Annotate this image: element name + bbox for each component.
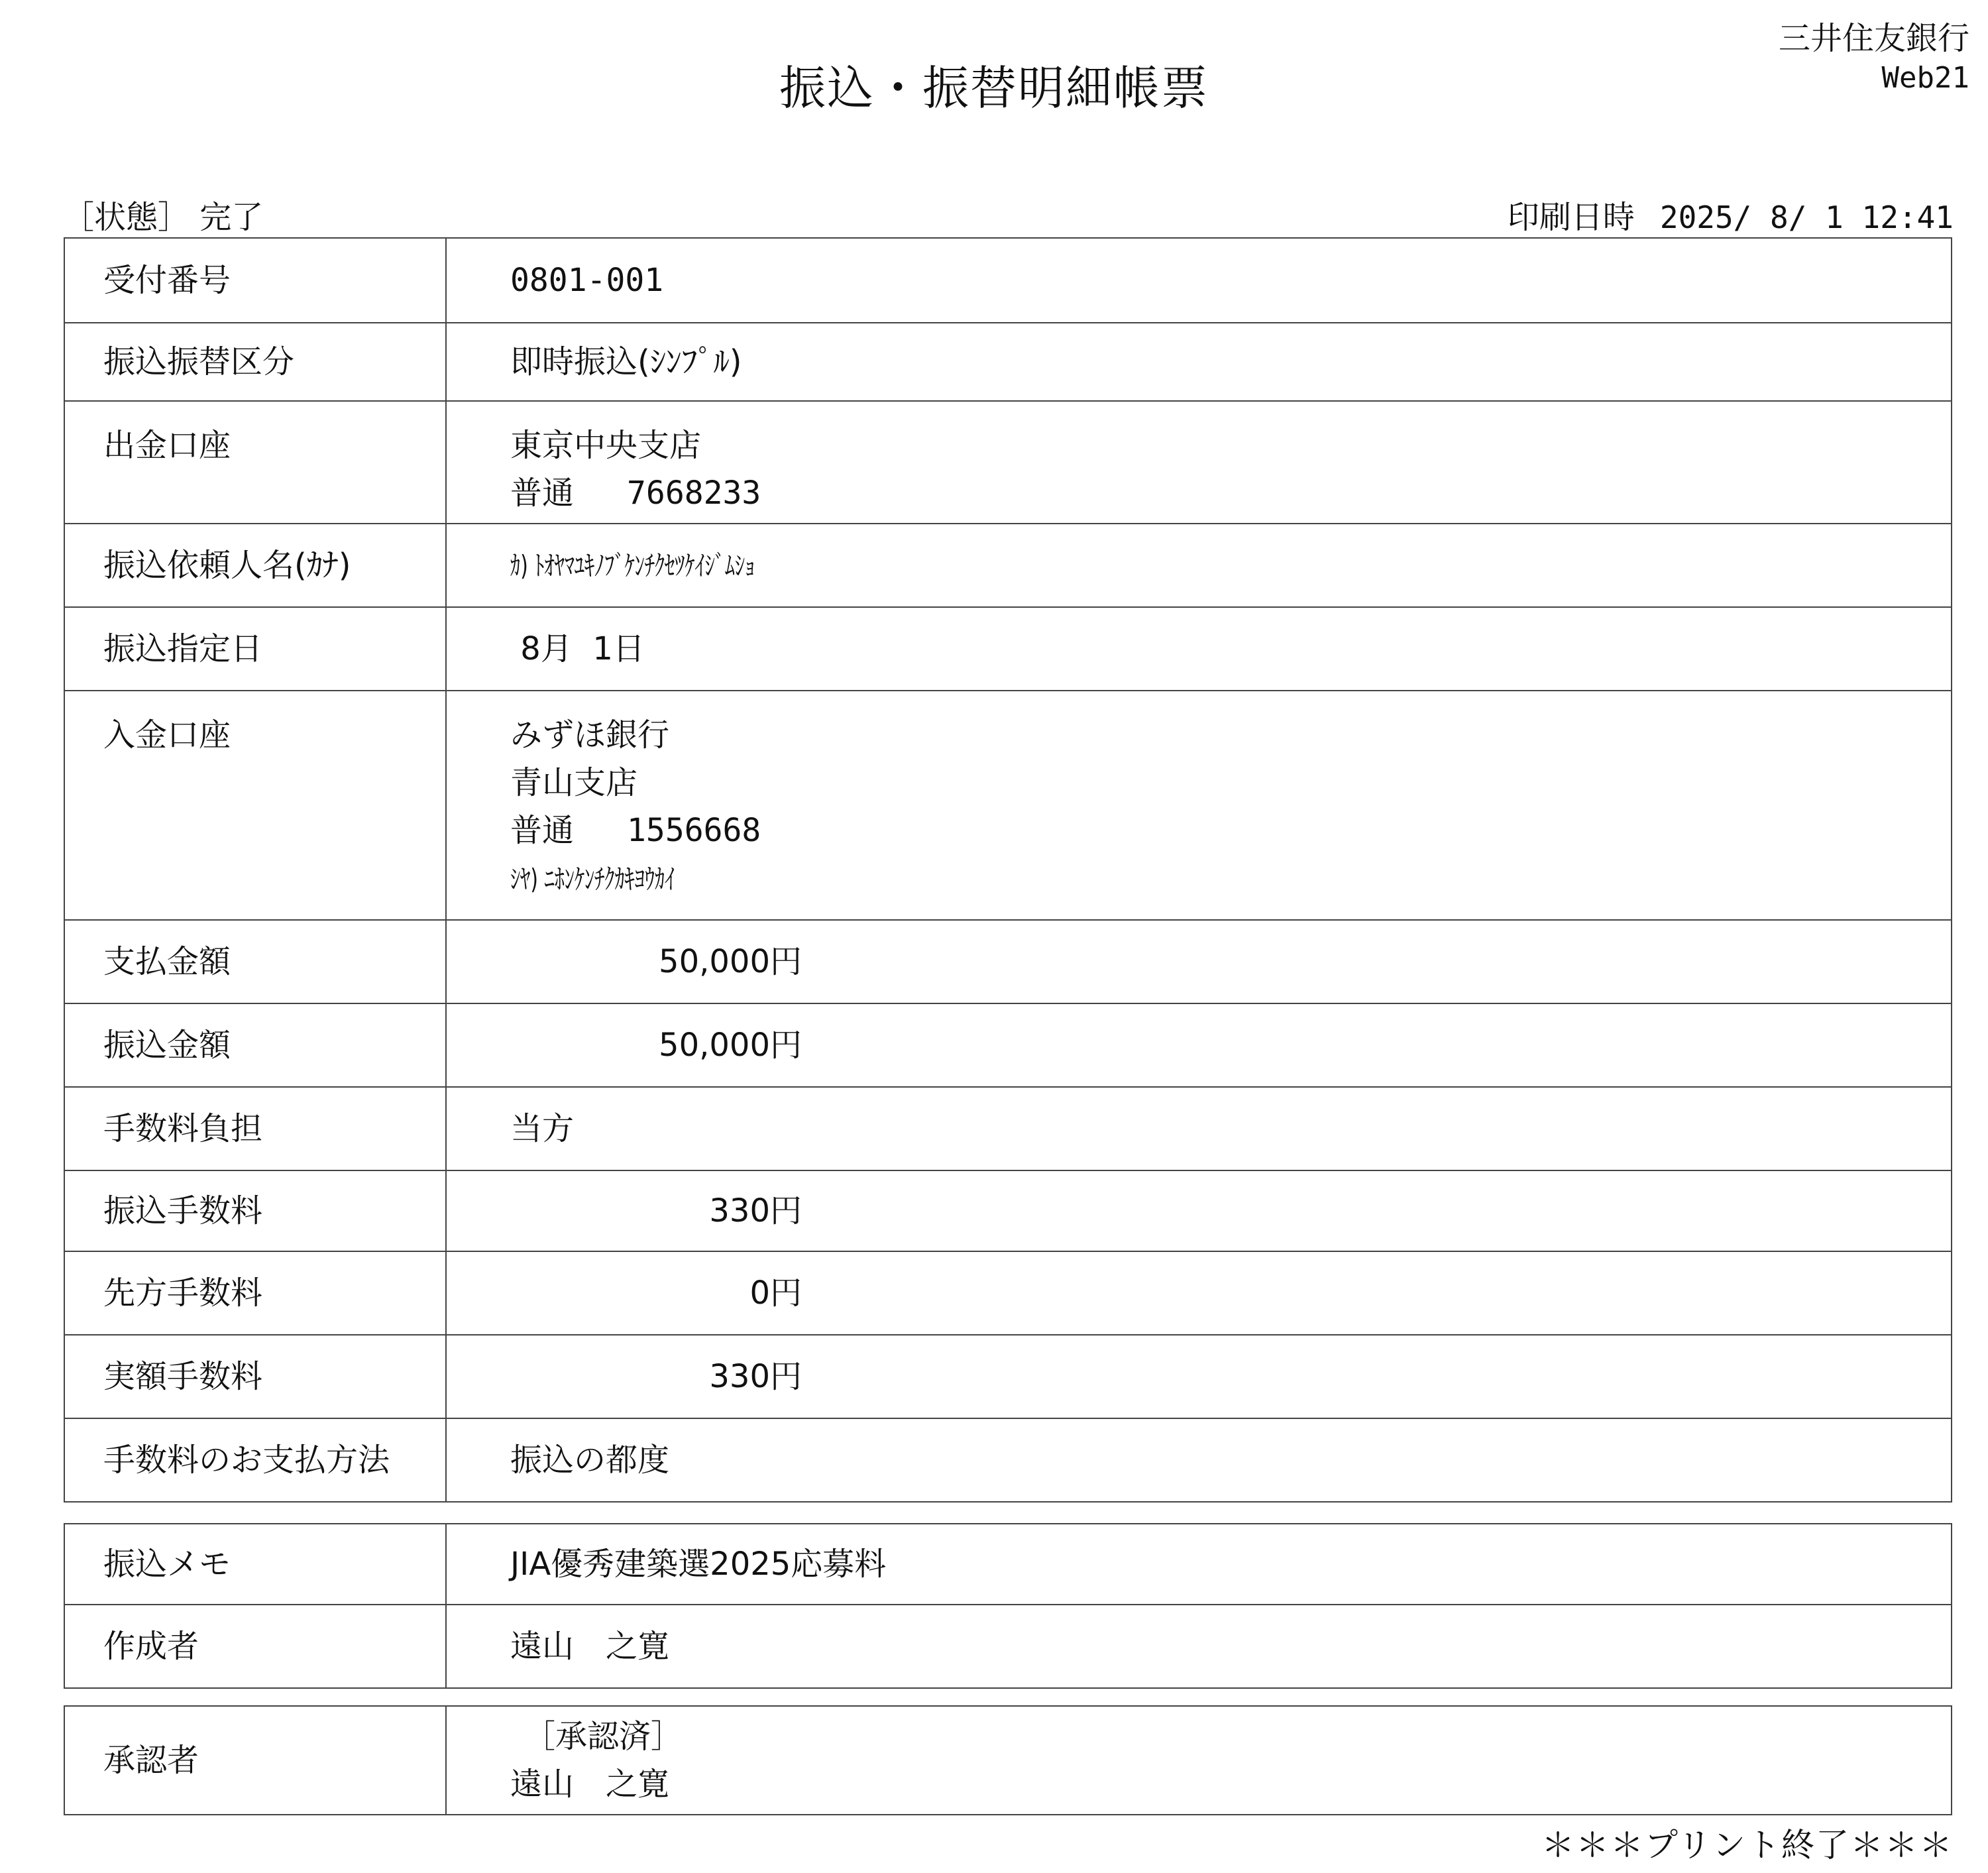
field-label: 入金口座 xyxy=(64,691,446,920)
print-end-marker: ＊＊＊プリント終了＊＊＊ xyxy=(1541,1826,1954,1864)
bank-name: 三井住友銀行 xyxy=(1778,20,1969,57)
field-label: 承認者 xyxy=(64,1706,446,1815)
table-row xyxy=(64,1706,1952,1815)
table-row xyxy=(64,1087,1952,1170)
approval-table xyxy=(64,1705,1952,1815)
transfer-fee-cell xyxy=(446,1170,1952,1251)
fee-bearer-value: 当方 xyxy=(446,1087,1952,1170)
service-name: Web21 xyxy=(1881,61,1969,95)
creator-value: 遠山 之寛 xyxy=(446,1605,1952,1688)
field-label: 支払金額 xyxy=(64,920,446,1003)
reception-number-value: 0801-001 xyxy=(446,238,1952,323)
table-row xyxy=(64,607,1952,691)
transfer-type-value: 即時振込(ｼﾝﾌﾟﾙ) xyxy=(446,323,1952,401)
debit-account-line xyxy=(510,469,1951,517)
actual-fee-value: 330円 xyxy=(709,1358,802,1395)
debit-account-type: 普通 xyxy=(510,475,575,512)
table-row xyxy=(64,920,1952,1003)
requester-kana-text: ｶ) ﾄｵﾔﾏﾕｷﾉﾌﾞｹﾝﾁｸｾﾂｹｲｼﾞﾑｼｮ xyxy=(510,549,755,582)
table-row xyxy=(64,1418,1952,1502)
actual-fee-cell xyxy=(446,1335,1952,1418)
field-label: 実額手数料 xyxy=(64,1335,446,1418)
credit-bank: みずほ銀行 xyxy=(510,716,670,754)
table-row xyxy=(64,1003,1952,1087)
field-label: 受付番号 xyxy=(64,238,446,323)
table-row xyxy=(64,401,1952,524)
field-label: 振込指定日 xyxy=(64,607,446,691)
table-row xyxy=(64,1524,1952,1605)
table-row xyxy=(64,524,1952,607)
print-label: 印刷日時 xyxy=(1507,199,1635,236)
table-row xyxy=(64,238,1952,323)
credit-account-line xyxy=(510,807,1951,854)
credit-account-value xyxy=(446,691,1952,920)
debit-account-value xyxy=(446,401,1952,524)
field-label: 出金口座 xyxy=(64,401,446,524)
approver-name: 遠山 之寛 xyxy=(510,1766,670,1803)
table-row xyxy=(64,1251,1952,1335)
memo-table xyxy=(64,1523,1952,1689)
field-label: 振込金額 xyxy=(64,1003,446,1087)
document-title: 振込・振替明細帳票 xyxy=(779,61,1209,115)
print-datetime: 2025/ 8/ 1 12:41 xyxy=(1659,199,1954,235)
table-row xyxy=(64,1335,1952,1418)
credit-account-holder: ｼﾔ) ﾆﾎﾝｹﾝﾁｸｶｷﾖｳｶｲ xyxy=(510,863,675,895)
status-value: 完了 xyxy=(199,199,264,236)
credit-holder-line xyxy=(510,854,1951,903)
designated-date-value: 8月 1日 xyxy=(446,607,1952,691)
table-row xyxy=(64,1605,1952,1688)
transfer-amount-value: 50,000円 xyxy=(659,1027,802,1064)
transfer-amount-cell xyxy=(446,1003,1952,1087)
fee-payment-method-value: 振込の都度 xyxy=(446,1418,1952,1502)
table-row xyxy=(64,691,1952,920)
memo-value: JIA優秀建築選2025応募料 xyxy=(446,1524,1952,1605)
status-line xyxy=(62,198,263,237)
transfer-fee-value: 330円 xyxy=(709,1192,802,1229)
debit-account-number: 7668233 xyxy=(627,475,761,512)
requester-kana-value xyxy=(446,524,1952,607)
transfer-details-table xyxy=(64,237,1952,1503)
table-row xyxy=(64,1170,1952,1251)
field-label: 作成者 xyxy=(64,1605,446,1688)
credit-account-number: 1556668 xyxy=(627,812,761,849)
print-datetime-line xyxy=(1508,198,1954,237)
field-label: 振込メモ xyxy=(64,1524,446,1605)
credit-branch: 青山支店 xyxy=(510,764,638,801)
table-row xyxy=(64,323,1952,401)
field-label: 振込手数料 xyxy=(64,1170,446,1251)
credit-account-type: 普通 xyxy=(510,812,575,849)
status-label: ［状態］ xyxy=(62,199,190,236)
debit-branch: 東京中央支店 xyxy=(510,427,702,464)
approver-value xyxy=(446,1706,1952,1815)
payment-amount-value: 50,000円 xyxy=(659,943,802,980)
field-label: 振込振替区分 xyxy=(64,323,446,401)
field-label: 振込依頼人名(ｶﾅ) xyxy=(64,524,446,607)
approval-status: ［承認済］ xyxy=(524,1718,683,1755)
field-label: 先方手数料 xyxy=(64,1251,446,1335)
field-label: 手数料負担 xyxy=(64,1087,446,1170)
recipient-fee-cell xyxy=(446,1251,1952,1335)
bank-info xyxy=(1779,19,1969,98)
payment-amount-cell xyxy=(446,920,1952,1003)
field-label: 手数料のお支払方法 xyxy=(64,1418,446,1502)
recipient-fee-value: 0円 xyxy=(749,1275,802,1312)
